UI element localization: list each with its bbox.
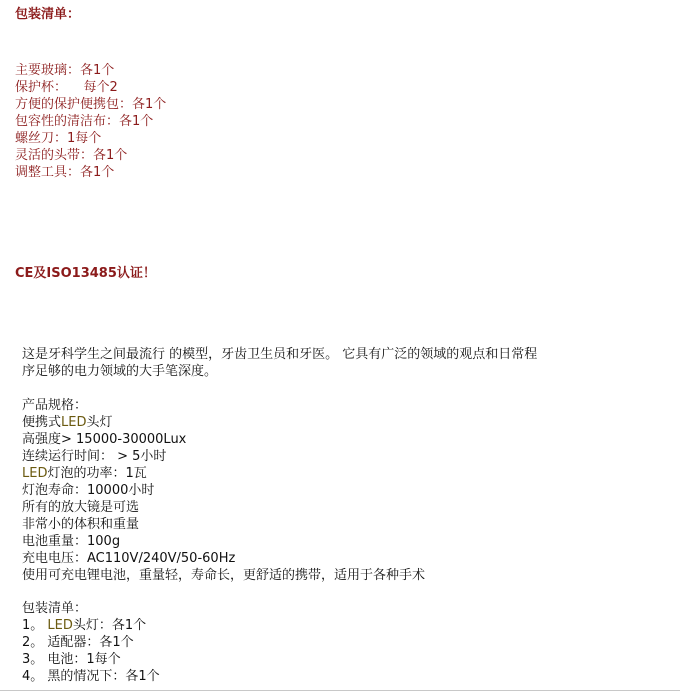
spec-highlight: LED — [61, 415, 87, 430]
spec-highlight: LED — [22, 466, 48, 481]
packing-text: 1。 — [22, 618, 48, 633]
spec-text: 便携式 — [22, 415, 62, 430]
spec-line: 高强度> 15000-30000Lux — [22, 432, 187, 447]
description-line: 序足够的电力领域的大手笔深度。 — [22, 364, 218, 379]
list-item: 螺丝刀：1每个 — [15, 131, 102, 146]
spec-line: 连续运行时间： > 5小时 — [22, 449, 167, 464]
packing-item: 4。 黑的情况下：各1个 — [22, 669, 160, 684]
specs-block — [22, 397, 425, 584]
description — [22, 346, 537, 380]
spec-line: 充电电压：AC110V/240V/50-60Hz — [22, 551, 236, 566]
packing-text: 头灯：各1个 — [72, 618, 147, 633]
spec-line — [22, 465, 425, 482]
list-item: 主要玻璃：各1个 — [15, 63, 115, 78]
list-item: 调整工具：各1个 — [15, 165, 115, 180]
list-item: 保护杯： 每个2 — [15, 80, 118, 95]
packing-item: 3。 电池：1每个 — [22, 652, 121, 667]
spec-line: 使用可充电锂电池，重量轻，寿命长，更舒适的携带，适用于各种手术 — [22, 568, 426, 583]
packing-block — [22, 600, 160, 685]
spec-line: 非常小的体积和重量 — [22, 517, 140, 532]
spec-text: 灯泡的功率：1瓦 — [47, 466, 147, 481]
spec-line: 所有的放大镜是可选 — [22, 500, 140, 515]
spec-line — [22, 414, 425, 431]
description-line: 这是牙科学生之间最流行 的模型，牙齿卫生员和牙医。 它具有广泛的领域的观点和日常程 — [22, 347, 538, 362]
spec-line: 电池重量：100g — [22, 534, 121, 549]
spec-text: 头灯 — [86, 415, 113, 430]
spec-line: 灯泡寿命：10000小时 — [22, 483, 155, 498]
packing-list-title: 包装清单： — [15, 7, 81, 22]
list-item: 方便的保护便携包：各1个 — [15, 97, 167, 112]
list-item: 包容性的清洁布：各1个 — [15, 114, 154, 129]
packing-title: 包装清单： — [22, 601, 88, 616]
bottom-divider — [0, 690, 680, 691]
packing-highlight: LED — [47, 618, 73, 633]
specs-title: 产品规格： — [22, 398, 88, 413]
packing-item: 2。 适配器：各1个 — [22, 635, 134, 650]
list-item: 灵活的头带：各1个 — [15, 148, 128, 163]
certification-title: CE及ISO13485认证！ — [15, 266, 156, 281]
packing-item — [22, 617, 160, 634]
accessory-list — [15, 62, 166, 181]
